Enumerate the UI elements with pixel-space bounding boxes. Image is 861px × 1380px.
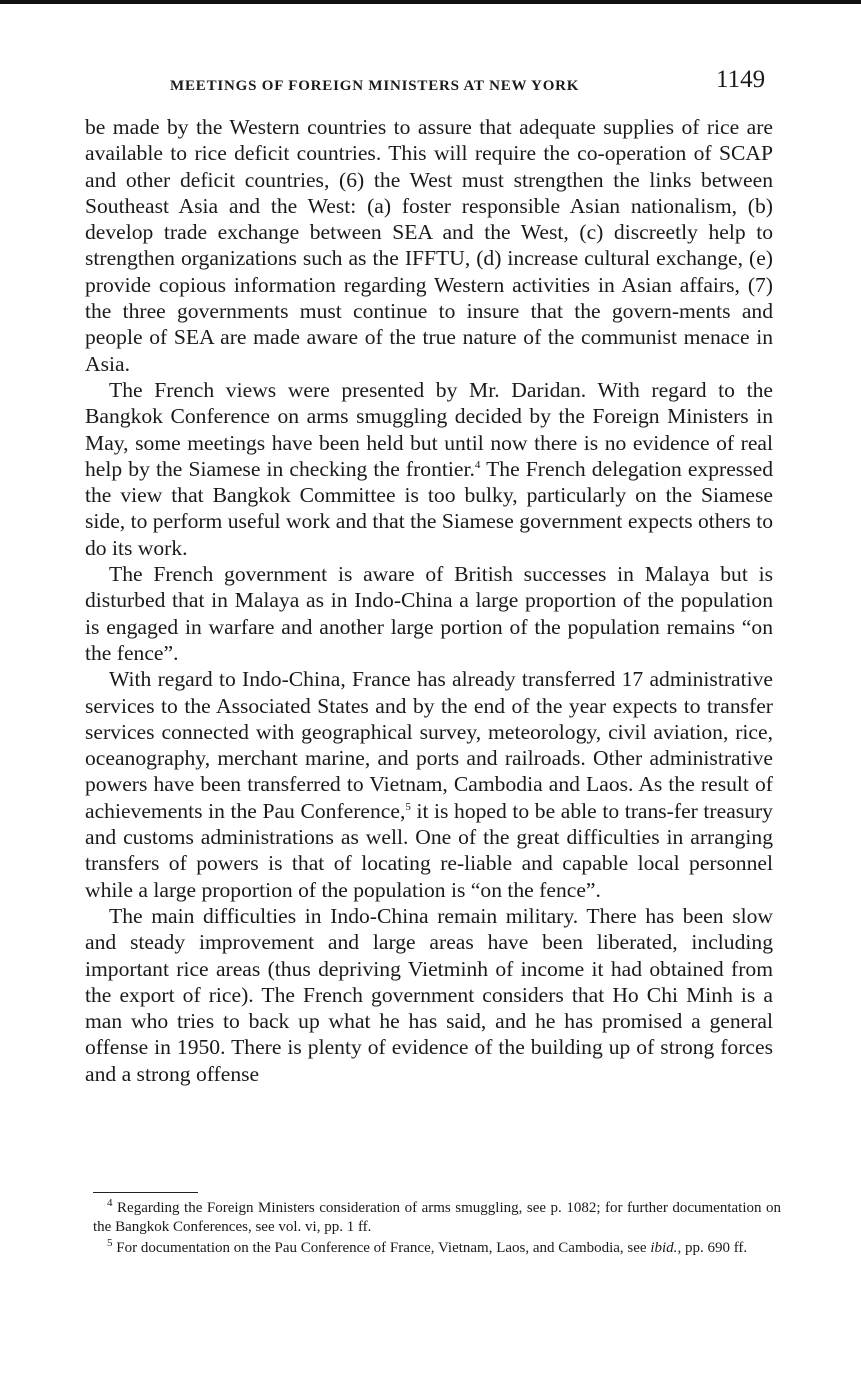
footnote-text: For documentation on the Pau Conference of France, Vietnam, Laos, and Cambodia, see [116,1240,651,1256]
top-border-rule [0,0,861,4]
paragraph-3: The French government is aware of British successes in Malaya but is disturbed that in Malaya as in Indo-China a large proportion of the population is engaged in warfare and another large portion of the population remains “on the fence”. [85,562,773,665]
paragraph-4-text: With regard to Indo-China, France has already transferred 17 administrative services to the Associated States and by the end of the year expects to transfer services connected with geographical survey, meteorology, civil aviation, rice, oceanography, merchant marine, and ports and railroads. Other administrative powers have been transferred to Vietnam, Cambodia and Laos. As the result of achievements in the Pau Conference, [85,667,773,823]
footnote-ref-5: 5 [405,800,411,813]
paragraph-2-text-cont: The French delegation expressed the view that Bangkok Committee is too bulky, particularly on the Siamese side, to perform useful work and that the Siamese government expects others to do its work. [85,456,773,560]
footnotes [93,1199,781,1258]
paragraph-4-text-cont: it is hoped to be able to trans-fer treasury and customs administrations as well. One of the great difficulties in arranging transfers of powers is that of locating re-liable and capable local personnel while a large proportion of the population is “on the fence”. [85,798,773,902]
footnote-4 [93,1199,781,1237]
page-number: 1149 [716,66,766,93]
footnote-mark: 5 [107,1237,113,1249]
paragraph-2-text: The French views were presented by Mr. Daridan. With regard to the Bangkok Conference on arms smuggling decided by the Foreign Ministers in May, some meetings have been held but until now there is no evidence of real help by the Siamese in checking the frontier. [85,377,773,481]
footnote-mark: 4 [107,1197,113,1209]
footnote-ref-4: 4 [474,458,481,471]
footnote-text: Regarding the Foreign Ministers consideration of arms smuggling, see p. 1082; for further documentation on the Bangkok Conferences, see vol. vi, pp. 1 ff. [93,1200,782,1235]
body-text [85,114,773,1087]
paragraph-1: be made by the Western countries to assure that adequate supplies of rice are available to rice deficit countries. This will require the co-operation of SCAP and other deficit countries, (6) the West must strengthen the links between Southeast Asia and the West: (a) foster responsible Asian nationalism, (b) develop trade exchange between SEA and the West, (c) discreetly help to strengthen organizations such as the IFFTU, (d) increase cultural exchange, (e) provide copious information regarding Western activities in Asian affairs, (7) the three governments must continue to insure that the govern-ments and people of SEA are made aware of the true nature of the communist menace in Asia. [85,115,773,376]
paragraph-2 [85,377,773,561]
paragraph-4 [85,666,773,903]
footnote-italic: ibid. [650,1240,678,1256]
running-head: MEETINGS OF FOREIGN MINISTERS AT NEW YORK [170,78,580,94]
footnote-rule [93,1192,198,1193]
footnote-5 [93,1239,781,1258]
footnote-text-cont: , pp. 690 ff. [677,1240,748,1256]
paragraph-5: The main difficulties in Indo-China remain military. There has been slow and steady improvement and large areas have been liberated, including important rice areas (thus depriving Vietminh of income it had obtained from the export of rice). The French government considers that Ho Chi Minh is a man who tries to back up what he has said, and he has promised a general offense in 1950. There is plenty of evidence of the building up of strong forces and a strong offense [85,903,773,1086]
